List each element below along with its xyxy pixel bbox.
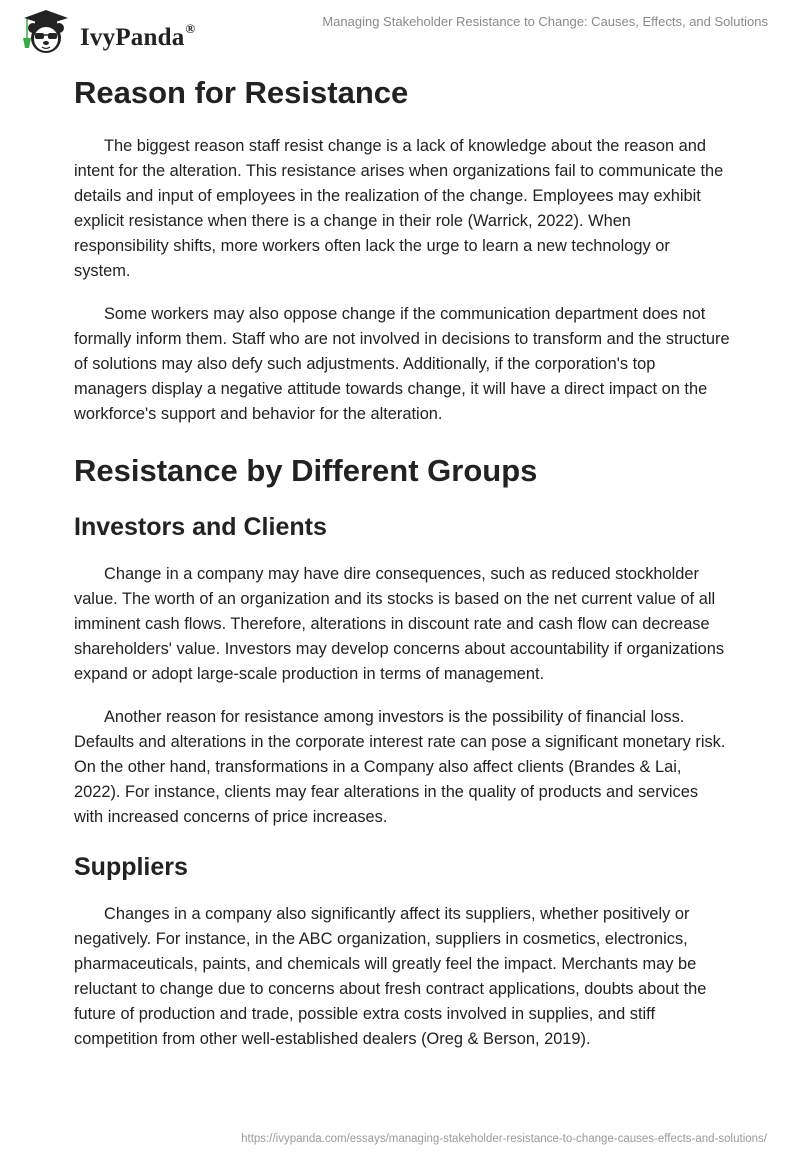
- section-heading-reason-for-resistance: Reason for Resistance: [74, 75, 409, 110]
- paragraph: Another reason for resistance among investors is the possibility of financial loss. Defaults and alterations in the corporate interest rate can pose a significant monetary risk. On the other hand, transformations in a Company also affect clients (Brandes & Lai, 2022). For instance, clients may fear alterations in the quality of products and services with increased concerns of price increases.: [74, 708, 726, 826]
- section-heading-resistance-by-groups: Resistance by Different Groups: [74, 453, 538, 488]
- paragraph: Change in a company may have dire consequences, such as reduced stockholder value. The worth of an organization and its stocks is based on the net current value of all imminent cash flows. Therefore, alterations in discount rate and cash flow can decrease shareholders' value. Investors may develop concerns about accountability if organizations expand or adopt large-scale production in terms of management.: [74, 565, 725, 683]
- document-title: Managing Stakeholder Resistance to Change: Causes, Effects, and Solutions: [322, 14, 768, 29]
- panda-graduate-icon: [18, 8, 74, 56]
- logo-wordmark: IvyPanda®: [80, 20, 196, 51]
- paragraph: Some workers may also oppose change if the communication department does not formally inform them. Staff who are not involved in decisions to transform and the structure of solutions may also defy such adjustments. Additionally, if the corporation's top managers display a negative attitude towards change, it will have a direct impact on the workforce's support and behavior for the alteration.: [74, 305, 730, 423]
- paragraph: The biggest reason staff resist change is a lack of knowledge about the reason and intent for the alteration. This resistance arises when organizations fail to communicate the details and input of employees in the realization of the change. Employees may exhibit explicit resistance when there is a change in their role (Warrick, 2022). When responsibility shifts, more workers often lack the urge to learn a new technology or system.: [74, 137, 724, 280]
- article-content: [74, 70, 730, 1052]
- source-url[interactable]: https://ivypanda.com/essays/managing-stakeholder-resistance-to-change-causes-effects-and-solutions/: [241, 1133, 767, 1145]
- subsection-heading-suppliers: Suppliers: [74, 853, 188, 881]
- page-header: [0, 0, 800, 60]
- paragraph: Changes in a company also significantly affect its suppliers, whether positively or negatively. For instance, in the ABC organization, suppliers in cosmetics, electronics, pharmaceuticals, paints, and chemicals will greatly feel the impact. Merchants may be reluctant to change due to concerns about fresh contract applications, doubts about the future of production and trade, possible extra costs involved in supplies, and stiff competition from other well-established dealers (Oreg & Berson, 2019).: [74, 905, 707, 1048]
- ivypanda-logo[interactable]: [18, 8, 195, 56]
- subsection-heading-investors-and-clients: Investors and Clients: [74, 513, 327, 541]
